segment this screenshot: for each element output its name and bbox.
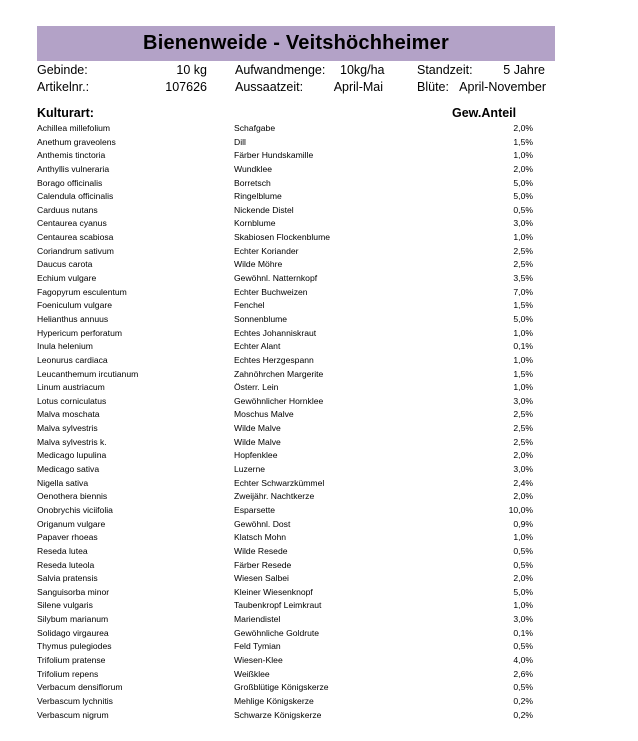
german-name: Esparsette bbox=[234, 504, 276, 515]
table-row bbox=[37, 408, 557, 422]
latin-name: Sanguisorba minor bbox=[37, 586, 110, 597]
weight-share: 2,4% bbox=[513, 477, 533, 488]
latin-name: Silybum marianum bbox=[37, 614, 109, 625]
german-name: Moschus Malve bbox=[234, 409, 294, 420]
weight-share: 3,0% bbox=[513, 218, 533, 229]
weight-share: 2,5% bbox=[513, 436, 533, 447]
weight-share: 2,0% bbox=[513, 573, 533, 584]
latin-name: Coriandrum sativum bbox=[37, 245, 114, 256]
latin-name: Malva sylvestris bbox=[37, 423, 98, 434]
latin-name: Linum austriacum bbox=[37, 382, 105, 393]
latin-name: Verbascum lychnitis bbox=[37, 695, 113, 706]
table-row bbox=[37, 149, 557, 163]
latin-name: Onobrychis viciifolia bbox=[37, 504, 113, 515]
german-name: Österr. Lein bbox=[234, 382, 279, 393]
weight-share: 3,0% bbox=[513, 614, 533, 625]
latin-name: Daucus carota bbox=[37, 259, 93, 270]
weight-share: 0,5% bbox=[513, 682, 533, 693]
german-name: Kleiner Wiesenknopf bbox=[234, 586, 313, 597]
weight-share: 1,0% bbox=[513, 354, 533, 365]
table-row bbox=[37, 272, 557, 286]
german-name: Zahnöhrchen Margerite bbox=[234, 368, 324, 379]
latin-name: Verbacum densiflorum bbox=[37, 682, 123, 693]
table-row bbox=[37, 586, 557, 600]
weight-share: 2,5% bbox=[513, 423, 533, 434]
table-row bbox=[37, 313, 557, 327]
table-row bbox=[37, 190, 557, 204]
weight-share: 0,2% bbox=[513, 709, 533, 720]
latin-name: Fagopyrum esculentum bbox=[37, 286, 127, 297]
table-row bbox=[37, 340, 557, 354]
german-name: Echter Koriander bbox=[234, 245, 299, 256]
weight-share: 0,1% bbox=[513, 627, 533, 638]
table-row bbox=[37, 177, 557, 191]
table-row bbox=[37, 204, 557, 218]
weight-share: 1,5% bbox=[513, 300, 533, 311]
german-name: Sonnenblume bbox=[234, 313, 288, 324]
weight-share: 3,0% bbox=[513, 395, 533, 406]
latin-name: Lotus corniculatus bbox=[37, 395, 107, 406]
table-row bbox=[37, 681, 557, 695]
german-name: Färber Resede bbox=[234, 559, 292, 570]
german-name: Zweijähr. Nachtkerze bbox=[234, 491, 315, 502]
table-row bbox=[37, 395, 557, 409]
latin-name: Thymus pulegiodes bbox=[37, 641, 112, 652]
table-row bbox=[37, 286, 557, 300]
table-row bbox=[37, 490, 557, 504]
weight-share: 2,0% bbox=[513, 163, 533, 174]
table-row bbox=[37, 368, 557, 382]
weight-share: 5,0% bbox=[513, 191, 533, 202]
german-name: Weißklee bbox=[234, 668, 270, 679]
latin-name: Silene vulgaris bbox=[37, 600, 93, 611]
latin-name: Verbascum nigrum bbox=[37, 709, 109, 720]
title-banner bbox=[37, 26, 555, 61]
german-name: Kornblume bbox=[234, 218, 276, 229]
weight-share: 1,0% bbox=[513, 382, 533, 393]
german-name: Gewöhnl. Natternkopf bbox=[234, 273, 318, 284]
weight-share: 5,0% bbox=[513, 313, 533, 324]
german-name: Dill bbox=[234, 136, 246, 147]
latin-name: Malva moschata bbox=[37, 409, 100, 420]
weight-share: 4,0% bbox=[513, 654, 533, 665]
latin-name: Origanum vulgare bbox=[37, 518, 106, 529]
weight-share: 1,0% bbox=[513, 232, 533, 243]
latin-name: Medicago sativa bbox=[37, 464, 100, 475]
table-row bbox=[37, 327, 557, 341]
table-row bbox=[37, 477, 557, 491]
german-name: Wilde Malve bbox=[234, 423, 281, 434]
german-name: Skabiosen Flockenblume bbox=[234, 232, 331, 243]
german-name: Wilde Möhre bbox=[234, 259, 283, 270]
latin-name: Trifolium pratense bbox=[37, 654, 106, 665]
german-name: Wiesen-Klee bbox=[234, 654, 283, 665]
german-name: Feld Tymian bbox=[234, 641, 281, 652]
bluete-label: Blüte: bbox=[417, 80, 449, 94]
weight-share: 0,1% bbox=[513, 341, 533, 352]
weight-share: 2,5% bbox=[513, 409, 533, 420]
latin-name: Calendula officinalis bbox=[37, 191, 114, 202]
latin-name: Anthemis tinctoria bbox=[37, 150, 106, 161]
german-name: Wilde Malve bbox=[234, 436, 281, 447]
latin-name: Carduus nutans bbox=[37, 204, 98, 215]
latin-name: Nigella sativa bbox=[37, 477, 89, 488]
weight-share: 7,0% bbox=[513, 286, 533, 297]
german-name: Gewöhnl. Dost bbox=[234, 518, 291, 529]
latin-name: Trifolium repens bbox=[37, 668, 99, 679]
german-name: Echtes Herzgespann bbox=[234, 354, 314, 365]
weight-share: 3,0% bbox=[513, 464, 533, 475]
species-table bbox=[37, 122, 557, 722]
latin-name: Oenothera biennis bbox=[37, 491, 108, 502]
weight-share: 2,6% bbox=[513, 668, 533, 679]
german-name: Mariendistel bbox=[234, 614, 281, 625]
table-row bbox=[37, 422, 557, 436]
standzeit-value: 5 Jahre bbox=[503, 63, 545, 77]
weight-share: 5,0% bbox=[513, 586, 533, 597]
german-name: Wiesen Salbei bbox=[234, 573, 289, 584]
table-row bbox=[37, 258, 557, 272]
german-name: Mehlige Königskerze bbox=[234, 695, 314, 706]
table-row bbox=[37, 640, 557, 654]
german-name: Fenchel bbox=[234, 300, 265, 311]
latin-name: Medicago lupulina bbox=[37, 450, 107, 461]
table-row bbox=[37, 518, 557, 532]
gebinde-value: 10 kg bbox=[176, 63, 207, 77]
header-gew-anteil: Gew.Anteil bbox=[452, 106, 517, 120]
weight-share: 1,0% bbox=[513, 532, 533, 543]
weight-share: 1,0% bbox=[513, 600, 533, 611]
table-row bbox=[37, 381, 557, 395]
weight-share: 2,0% bbox=[513, 450, 533, 461]
table-row bbox=[37, 136, 557, 150]
latin-name: Anthyllis vulneraria bbox=[37, 163, 110, 174]
weight-share: 0,2% bbox=[513, 695, 533, 706]
bluete-value: April-November bbox=[459, 80, 546, 94]
table-row bbox=[37, 504, 557, 518]
table-row bbox=[37, 299, 557, 313]
german-name: Schafgabe bbox=[234, 123, 276, 133]
weight-share: 0,5% bbox=[513, 559, 533, 570]
german-name: Schwarze Königskerze bbox=[234, 709, 322, 720]
german-name: Wilde Resede bbox=[234, 545, 288, 556]
weight-share: 1,5% bbox=[513, 368, 533, 379]
latin-name: Papaver rhoeas bbox=[37, 532, 98, 543]
weight-share: 1,0% bbox=[513, 327, 533, 338]
latin-name: Reseda luteola bbox=[37, 559, 95, 570]
aufwandmenge-value: 10kg/ha bbox=[340, 63, 385, 77]
aufwandmenge-label: Aufwandmenge: bbox=[235, 63, 326, 77]
table-row bbox=[37, 654, 557, 668]
weight-share: 10,0% bbox=[508, 504, 533, 515]
german-name: Echter Schwarzkümmel bbox=[234, 477, 325, 488]
artikelnr-label: Artikelnr.: bbox=[37, 80, 90, 94]
german-name: Klatsch Mohn bbox=[234, 532, 287, 543]
latin-name: Solidago virgaurea bbox=[37, 627, 109, 638]
german-name: Echter Alant bbox=[234, 341, 281, 352]
aussaatzeit-value: April-Mai bbox=[333, 80, 383, 94]
weight-share: 1,0% bbox=[513, 150, 533, 161]
table-row bbox=[37, 163, 557, 177]
table-row bbox=[37, 217, 557, 231]
weight-share: 0,5% bbox=[513, 641, 533, 652]
german-name: Ringelblume bbox=[234, 191, 282, 202]
table-row bbox=[37, 531, 557, 545]
latin-name: Reseda lutea bbox=[37, 545, 88, 556]
table-row bbox=[37, 545, 557, 559]
german-name: Luzerne bbox=[234, 464, 266, 475]
latin-name: Salvia pratensis bbox=[37, 573, 98, 584]
german-name: Borretsch bbox=[234, 177, 271, 188]
latin-name: Malva sylvestris k. bbox=[37, 436, 107, 447]
weight-share: 2,5% bbox=[513, 245, 533, 256]
latin-name: Hypericum perforatum bbox=[37, 327, 123, 338]
latin-name: Borago officinalis bbox=[37, 177, 103, 188]
gebinde-label: Gebinde: bbox=[37, 63, 88, 77]
german-name: Nickende Distel bbox=[234, 204, 294, 215]
latin-name: Inula helenium bbox=[37, 341, 93, 352]
weight-share: 5,0% bbox=[513, 177, 533, 188]
standzeit-label: Standzeit: bbox=[417, 63, 473, 77]
latin-name: Helianthus annuus bbox=[37, 313, 109, 324]
aussaatzeit-label: Aussaatzeit: bbox=[235, 80, 304, 94]
german-name: Färber Hundskamille bbox=[234, 150, 314, 161]
latin-name: Anethum graveolens bbox=[37, 136, 116, 147]
header-kulturart: Kulturart: bbox=[37, 106, 94, 120]
page-title: Bienenweide - Veitshöchheimer bbox=[143, 32, 449, 54]
latin-name: Leucanthemum ircutianum bbox=[37, 368, 139, 379]
table-row bbox=[37, 599, 557, 613]
latin-name: Achillea millefolium bbox=[37, 123, 111, 133]
weight-share: 0,5% bbox=[513, 545, 533, 556]
german-name: Wundklee bbox=[234, 163, 273, 174]
weight-share: 0,5% bbox=[513, 204, 533, 215]
german-name: Echtes Johanniskraut bbox=[234, 327, 317, 338]
german-name: Hopfenklee bbox=[234, 450, 278, 461]
weight-share: 3,5% bbox=[513, 273, 533, 284]
table-row bbox=[37, 463, 557, 477]
latin-name: Foeniculum vulgare bbox=[37, 300, 112, 311]
latin-name: Echium vulgare bbox=[37, 273, 97, 284]
german-name: Großblütige Königskerze bbox=[234, 682, 329, 693]
weight-share: 0,9% bbox=[513, 518, 533, 529]
table-row bbox=[37, 449, 557, 463]
table-row bbox=[37, 668, 557, 682]
table-row bbox=[37, 572, 557, 586]
table-row bbox=[37, 627, 557, 641]
artikelnr-value: 107626 bbox=[165, 80, 207, 94]
german-name: Gewöhnliche Goldrute bbox=[234, 627, 320, 638]
table-row bbox=[37, 709, 557, 723]
table-row bbox=[37, 613, 557, 627]
table-row bbox=[37, 695, 557, 709]
table-row bbox=[37, 122, 557, 136]
latin-name: Leonurus cardiaca bbox=[37, 354, 108, 365]
table-row bbox=[37, 436, 557, 450]
latin-name: Centaurea cyanus bbox=[37, 218, 107, 229]
latin-name: Centaurea scabiosa bbox=[37, 232, 114, 243]
german-name: Gewöhnlicher Hornklee bbox=[234, 395, 324, 406]
table-row bbox=[37, 559, 557, 573]
weight-share: 2,0% bbox=[513, 491, 533, 502]
weight-share: 2,0% bbox=[513, 123, 533, 133]
german-name: Taubenkropf Leimkraut bbox=[234, 600, 322, 611]
german-name: Echter Buchweizen bbox=[234, 286, 308, 297]
table-row bbox=[37, 231, 557, 245]
table-row bbox=[37, 354, 557, 368]
table-row bbox=[37, 245, 557, 259]
weight-share: 1,5% bbox=[513, 136, 533, 147]
weight-share: 2,5% bbox=[513, 259, 533, 270]
